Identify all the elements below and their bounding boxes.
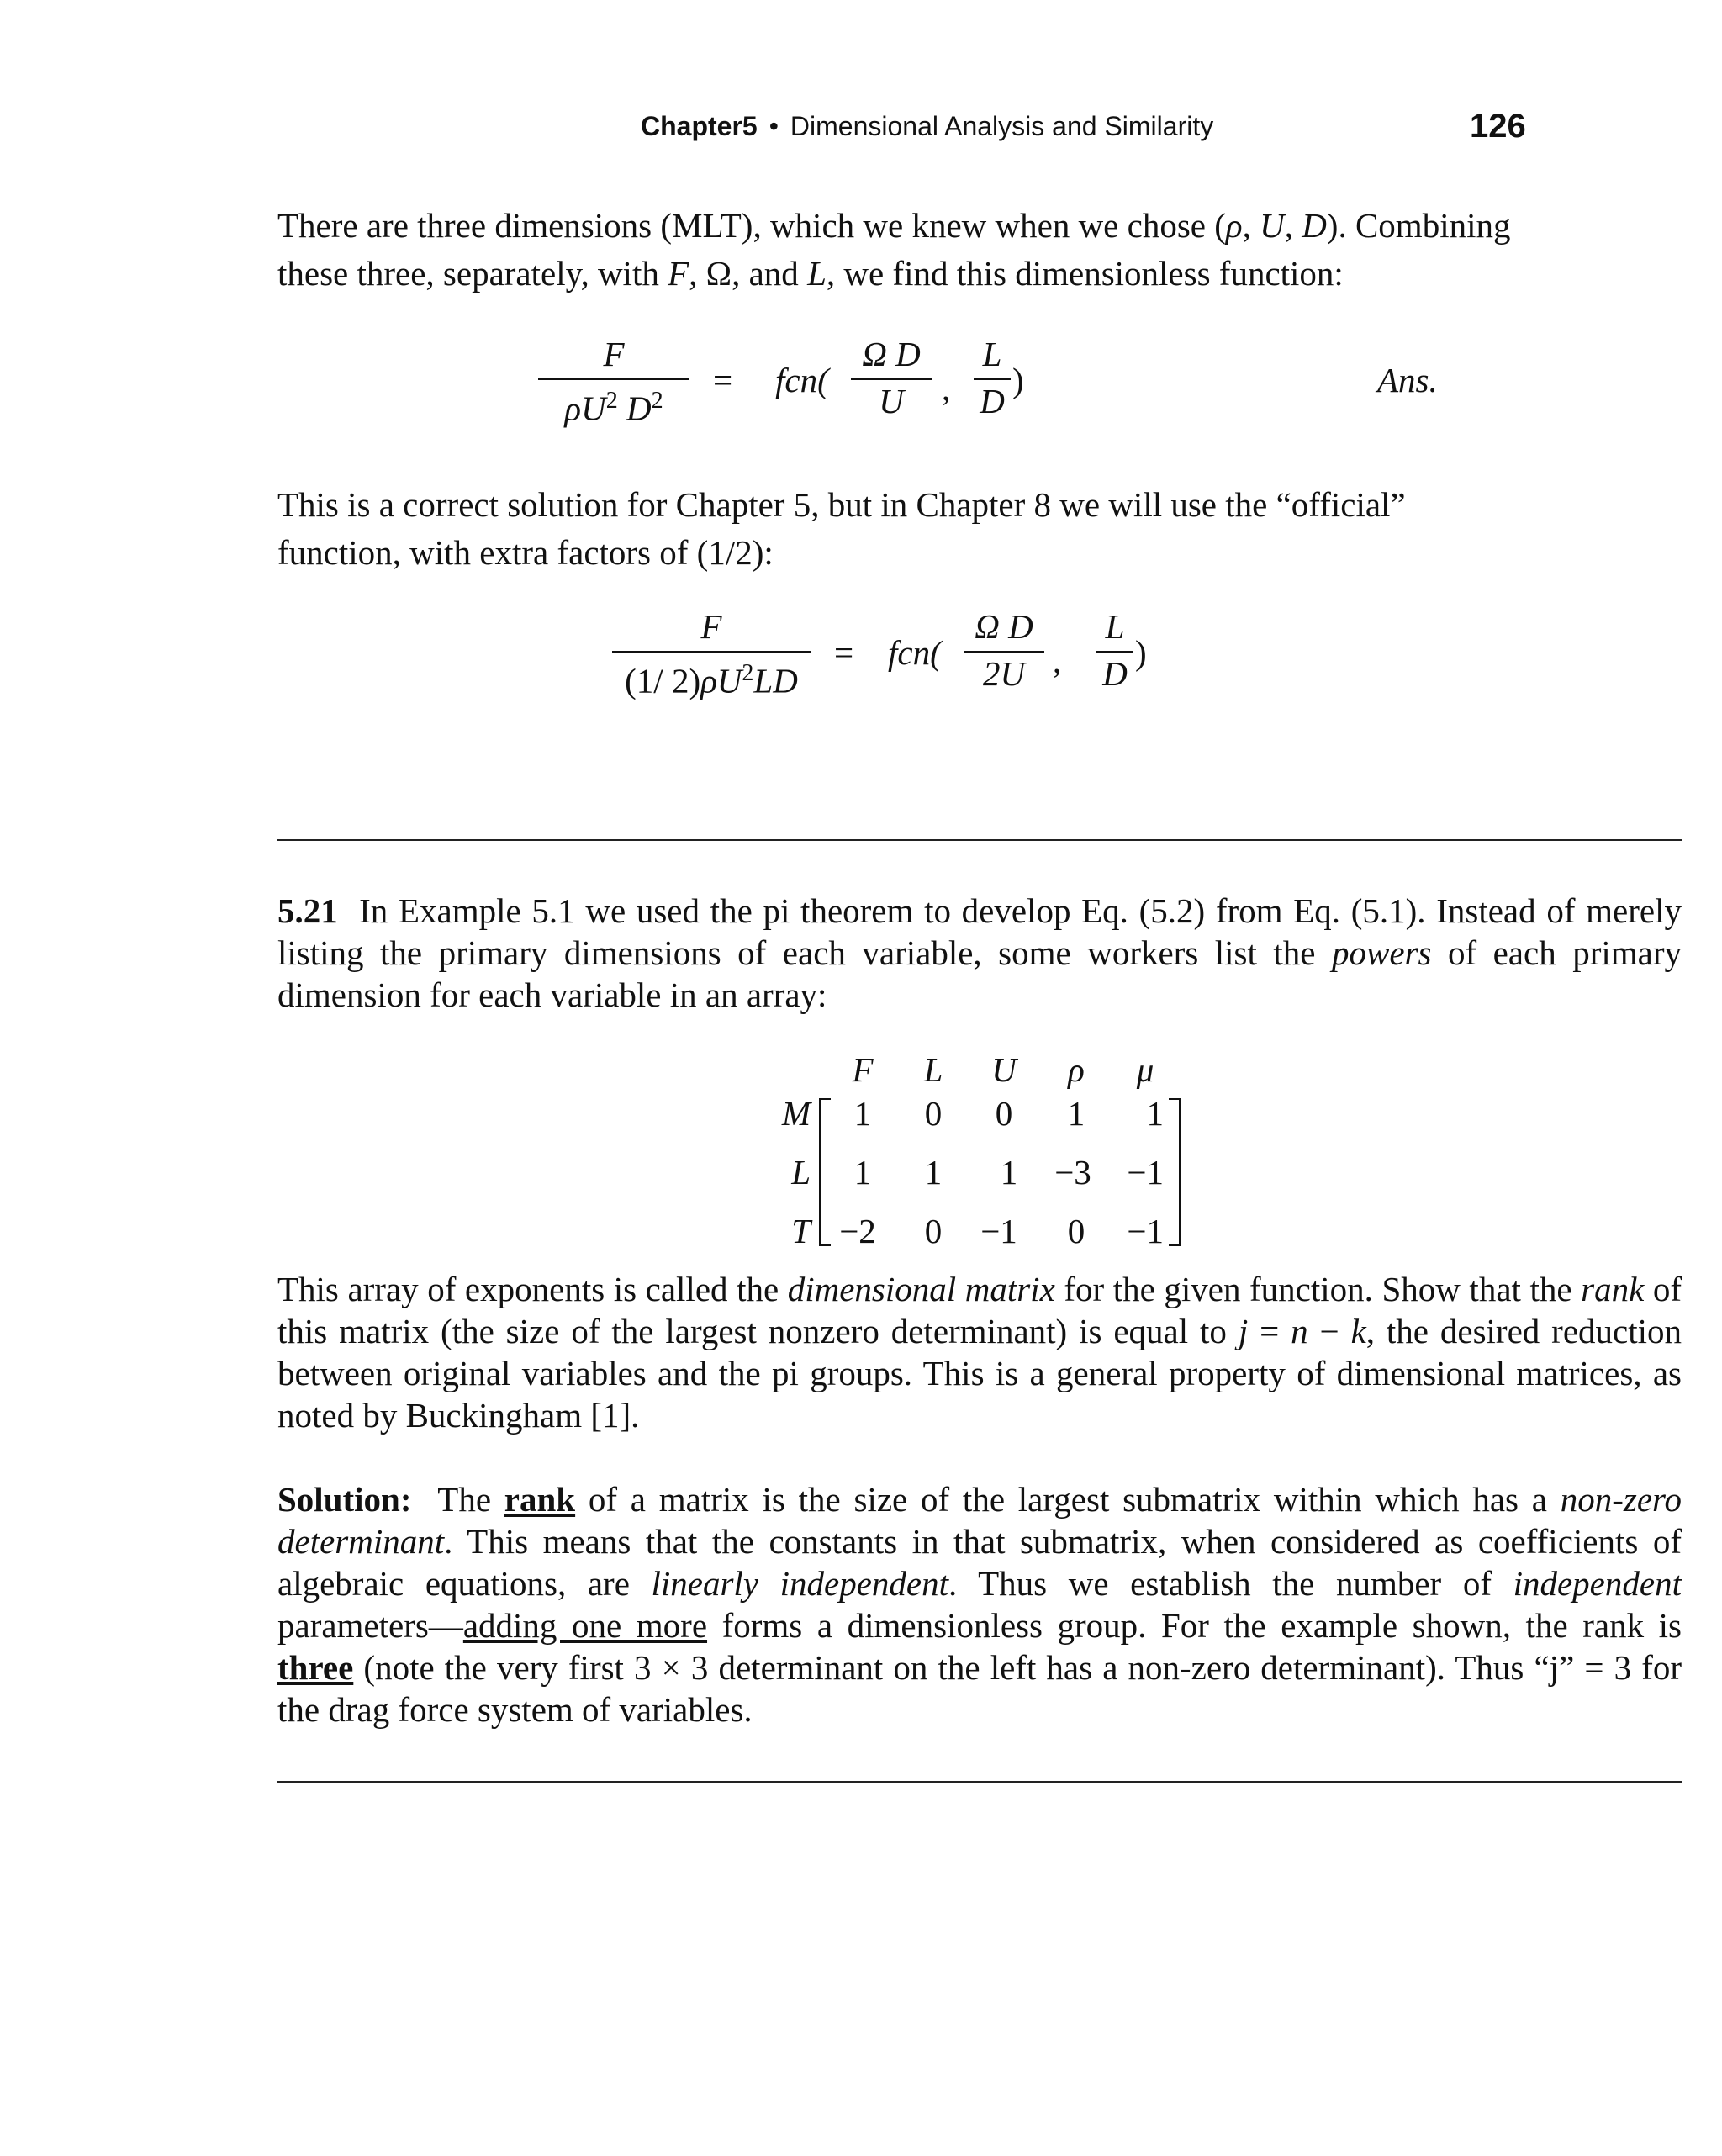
rank-question-paragraph: This array of exponents is called the dimensional matrix for the given function. Show that the rank of this matrix (the size of the largest nonzero determinant) is equal to j = n − k, the desired reduction between original variables and the pi groups. This is a general property of dimensional matrices, as noted by Buckingham [1]. [277,1270,1682,1435]
matrix-cell: −1 [1127,1212,1164,1250]
intro-line-1: There are three dimensions (MLT), which we knew when we chose (ρ, U, D). Combining [277,206,1511,245]
matrix-cell: −1 [1127,1153,1164,1192]
matrix-cell: 0 [924,1094,943,1133]
matrix-cell: 0 [924,1212,943,1250]
intro-line-2: these three, separately, with F, Ω, and L, we find this dimensionless function: [277,254,1344,293]
matrix-cell: −3 [1054,1153,1091,1192]
official-line-1: This is a correct solution for Chapter 5, but in Chapter 8 we will use the “official” [277,485,1406,524]
section-divider-top [277,839,1682,841]
matrix-cell: −2 [839,1212,876,1250]
matrix-cell: 1 [1146,1094,1164,1133]
matrix-col-header: μ [1136,1050,1154,1089]
matrix-row-label: T [791,1212,811,1250]
eq1-close-paren: ) [1012,361,1024,399]
matrix-cell: 1 [924,1153,943,1192]
answer-label: Ans. [1377,361,1438,399]
official-line-2: function, with extra factors of (1/2): [277,533,774,572]
matrix-cell: 1 [1000,1153,1018,1192]
official-function-paragraph [277,481,1623,577]
eq1-comma: , [942,369,951,408]
matrix-row-label: M [781,1094,811,1133]
eq1-fcn: fcn( [775,361,829,399]
intro-paragraph [277,202,1623,298]
section-divider-bottom [277,1781,1682,1783]
solution-paragraph: Solution: The rank of a matrix is the size of the largest submatrix within which has a non-zero determinant. This means that the constants in that submatrix, when considered as coefficients of algebraic equations, are linearly independent. Thus we establish the number of independent parameters—adding one more forms a dimensionless group. For the example shown, the rank is three (note the very first 3 × 3 determinant on the left has a non-zero determinant). Thus “j” = 3 for the drag force system of variables. [277,1480,1682,1729]
eq2-fraction-1: Ω D 2U [964,607,1044,693]
matrix-col-header: L [923,1050,943,1089]
chapter-label: Chapter5 [641,111,758,141]
matrix-col-header: F [852,1050,874,1089]
page-header [641,111,1213,142]
eq2-lhs-fraction: F (1/ $2)\rho U^2LD$ [612,607,811,700]
matrix-cell: −1 [980,1212,1017,1250]
rank-term: rank [504,1480,576,1519]
matrix-right-bracket [1169,1098,1181,1246]
eq1-fraction-1: Ω D U [851,335,932,420]
matrix-cell: 1 [1067,1094,1085,1133]
eq2-close-paren: ) [1135,633,1147,672]
chapter-title: Dimensional Analysis and Similarity [790,111,1214,141]
solution-label: Solution: [277,1480,412,1519]
matrix-cell: 0 [1067,1212,1085,1250]
page-number: 126 [1470,108,1526,145]
problem-statement: 5.21 In Example 5.1 we used the pi theorem to develop Eq. (5.2) from Eq. (5.1). Instead of merely listing the primary dimensions of each variable, some workers list the powers of each primary dimension for each variable in an array: [277,891,1682,1014]
eq1-lhs-fraction: F $\rho U^2$ $D^2$ [538,335,689,428]
eq2-fraction-2: L D [1096,607,1133,693]
matrix-cell: 1 [853,1153,872,1192]
problem-number: 5.21 [277,891,338,930]
eq2-fcn: fcn( [888,633,942,672]
eq2-equals: = [834,633,854,672]
eq2-comma: , [1053,642,1062,680]
eq1-equals: = [713,361,733,399]
matrix-col-header: U [991,1050,1017,1089]
matrix-cell: 1 [853,1094,872,1133]
matrix-col-header: ρ [1068,1050,1085,1089]
header-separator: • [769,111,779,141]
matrix-cell: 0 [995,1094,1013,1133]
eq1-fraction-2: L D [974,335,1011,420]
matrix-row-label: L [791,1153,811,1192]
rank-value: three [277,1648,354,1687]
